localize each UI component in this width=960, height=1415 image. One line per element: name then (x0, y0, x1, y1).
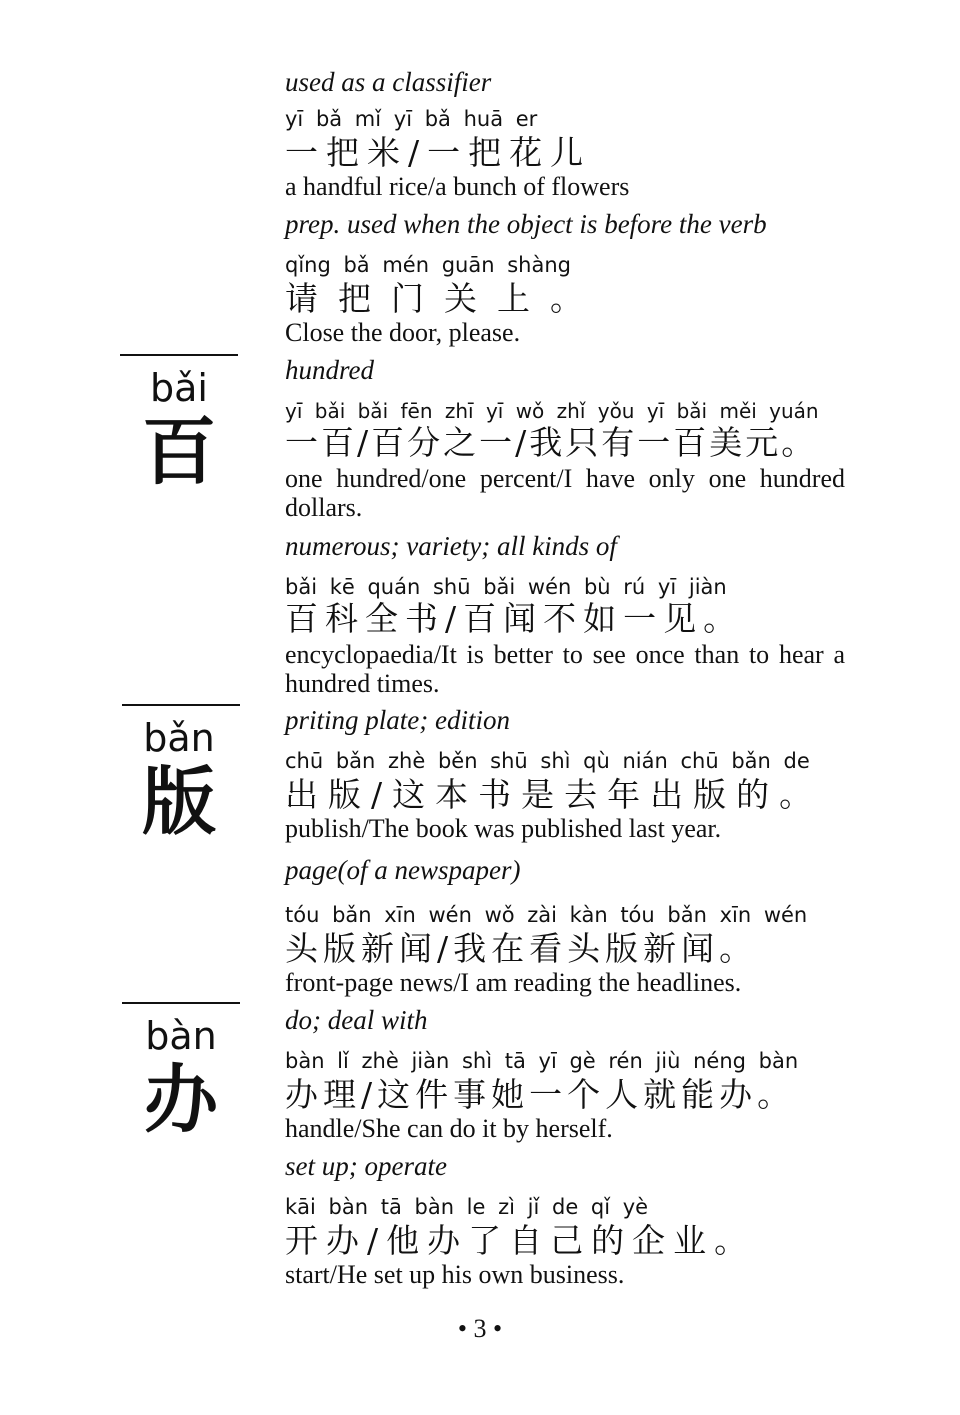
headword-bai (114, 366, 244, 494)
pinyin-line: qǐng bǎ mén guān shàng (285, 253, 571, 277)
pinyin-line: tóu bǎn xīn wén wǒ zài kàn tóu bǎn xīn wén (285, 903, 808, 927)
headword-rule (120, 354, 238, 356)
english-translation: one hundred/one percent/I have only one hundred dollars. (285, 464, 845, 522)
sense-label: set up; operate (285, 1151, 447, 1181)
sense-label: numerous; variety; all kinds of (285, 531, 617, 561)
headword-rule (122, 1002, 240, 1004)
headword-pinyin: bǎi (150, 366, 208, 410)
english-translation: front-page news/I am reading the headlines. (285, 968, 742, 997)
chinese-example: 百科全书/百闻不如一见。 (285, 599, 744, 638)
english-translation: Close the door, please. (285, 318, 521, 347)
page-number: • 3 • (457, 1314, 503, 1343)
pinyin-line: kāi bàn tā bàn le zì jǐ de qǐ yè (285, 1195, 649, 1219)
pinyin-line: bǎi kē quán shū bǎi wén bù rú yī jiàn (285, 575, 727, 599)
english-translation: handle/She can do it by herself. (285, 1114, 613, 1143)
sense-label: do; deal with (285, 1005, 428, 1035)
sense-label: page(of a newspaper) (285, 855, 521, 885)
english-translation: start/He set up his own business. (285, 1260, 625, 1289)
chinese-example: 出版/这本书是去年出版的。 (285, 775, 823, 814)
sense-label: hundred (285, 355, 374, 385)
sense-label: prep. used when the object is before the verb (285, 209, 767, 239)
headword-character: 百 (142, 409, 216, 495)
headword-ban4 (116, 1014, 246, 1142)
chinese-example: 办理/这件事她一个人就能办。 (285, 1075, 796, 1114)
chinese-example: 一百/百分之一/我只有一百美元。 (285, 423, 818, 462)
chinese-example: 请把门关上。 (285, 279, 603, 318)
english-translation: publish/The book was published last year. (285, 814, 722, 843)
pinyin-line: bàn lǐ zhè jiàn shì tā yī gè rén jiù néng bàn (285, 1049, 799, 1073)
pinyin-line: chū bǎn zhè běn shū shì qù nián chū bǎn de (285, 749, 810, 773)
headword-character: 版 (142, 759, 216, 845)
chinese-example: 一把米/一把花儿 (285, 133, 592, 172)
chinese-example: 头版新闻/我在看头版新闻。 (285, 929, 758, 968)
headword-rule (122, 704, 240, 706)
headword-ban3 (114, 716, 244, 844)
chinese-example: 开办/他办了自己的企业。 (285, 1221, 756, 1260)
pinyin-line: yī bǎ mǐ yī bǎ huā er (285, 107, 538, 131)
headword-character: 办 (144, 1057, 218, 1143)
pinyin-line: yī bǎi bǎi fēn zhī yī wǒ zhǐ yǒu yī bǎi měi yuán (285, 399, 819, 423)
english-translation: encyclopaedia/It is better to see once than to hear a hundred times. (285, 640, 845, 698)
english-translation: a handful rice/a bunch of flowers (285, 172, 630, 201)
headword-pinyin: bǎn (143, 716, 215, 760)
sense-label: used as a classifier (285, 67, 492, 97)
headword-pinyin: bàn (145, 1014, 217, 1058)
sense-label: priting plate; edition (285, 705, 510, 735)
